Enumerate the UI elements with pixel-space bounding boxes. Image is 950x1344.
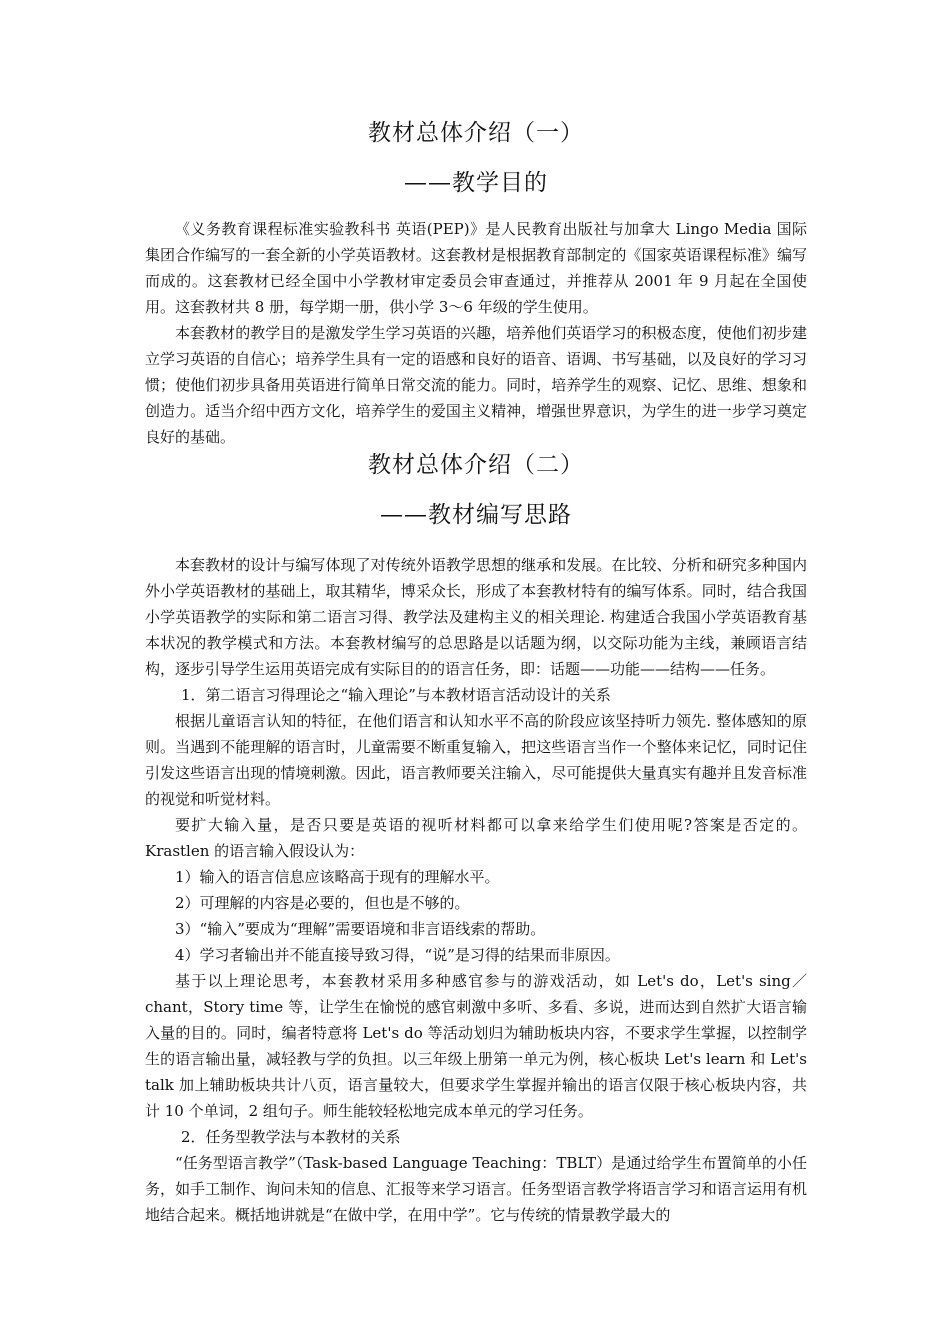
- section-2-paragraph-1: 根据儿童语言认知的特征，在他们语言和认知水平不高的阶段应该坚持听力领先. 整体感知的原则。当遇到不能理解的语言时，儿童需要不断重复输入，把这些语言当作一个整体来记忆，同时记住引发这些语言出现的情境刺激。因此，语言教师要关注输入，尽可能提供大量真实有趣并且发音标准的视觉和听觉材料。: [145, 712, 807, 808]
- section-2-intro: 本套教材的设计与编写体现了对传统外语教学思想的继承和发展。在比较、分析和研究多种国内外小学英语教材的基础上，取其精华，博采众长，形成了本套教材特有的编写体系。同时，结合我国小学英语教学的实际和第二语言习得、教学法及建构主义的相关理论. 构建适合我国小学英语教育基本状况的教学模式和方法。本套教材编写的总思路是以话题为纲，以交际功能为主线，兼顾语言结构，逐步引导学生运用英语完成有实际目的的语言任务，即：话题——功能——结构——任务。: [145, 556, 807, 678]
- section-1-subtitle: ——教学目的: [404, 170, 548, 196]
- section-1-title: 教材总体介绍（一）: [368, 120, 584, 146]
- section-2-title: 教材总体介绍（二）: [368, 452, 584, 478]
- section-2-heading-1: 1．第二语言习得理论之“输入理论”与本教材语言活动设计的关系: [181, 686, 611, 704]
- section-2-paragraph-2: 要扩大输入量，是否只要是英语的视听材料都可以拿来给学生们使用呢?答案是否定的。Krastlen 的语言输入假设认为：: [145, 816, 807, 860]
- section-2-paragraph-4: “任务型语言教学”（Task-based Language Teaching：TBLT）是通过给学生布置简单的小任务，如手工制作、询问未知的信息、汇报等来学习语言。任务型语言教学将语言学习和语言运用有机地结合起来。概括地讲就是“在做中学，在用中学”。它与传统的情景教学最大的: [145, 1154, 807, 1224]
- list-item: 3）“输入”要成为“理解”需要语境和非言语线索的帮助。: [175, 920, 546, 938]
- document-body: [145, 118, 807, 1228]
- section-1-paragraph-2: 本套教材的教学目的是激发学生学习英语的兴趣，培养他们英语学习的积极态度，使他们初步建立学习英语的自信心；培养学生具有一定的语感和良好的语音、语调、书写基础，以及良好的学习习惯；使他们初步具备用英语进行简单日常交流的能力。同时，培养学生的观察、记忆、思维、想象和创造力。适当介绍中西方文化，培养学生的爱国主义精神，增强世界意识，为学生的进一步学习奠定良好的基础。: [145, 324, 807, 446]
- section-2-heading-2: 2．任务型教学法与本教材的关系: [181, 1128, 401, 1146]
- section-1-paragraph-1: 《义务教育课程标准实验教科书 英语(PEP)》是人民教育出版社与加拿大 Lingo Media 国际集团合作编写的一套全新的小学英语教材。这套教材是根据教育部制定的《国家英语课程标准》编写而成的。这套教材已经全国中小学教材审定委员会审查通过，并推荐从 2001 年 9 月起在全国使用。这套教材共 8 册，每学期一册，供小学 3～6 年级的学生使用。: [145, 220, 807, 316]
- list-item: 1）输入的语言信息应该略高于现有的理解水平。: [175, 868, 500, 886]
- list-item: 2）可理解的内容是必要的，但也是不够的。: [175, 894, 470, 912]
- section-2-subtitle: ——教材编写思路: [380, 502, 572, 528]
- section-2-paragraph-3: 基于以上理论思考，本套教材采用多种感官参与的游戏活动，如 Let's do，Let's sing／chant，Story time 等，让学生在愉悦的感官刺激中多听、多看、多说，进而达到自然扩大语言输入量的目的。同时，编者特意将 Let's do 等活动划归为辅助板块内容，不要求学生掌握，以控制学生的语言输出量，减轻教与学的负担。以三年级上册第一单元为例，核心板块 Let's learn 和 Let's talk 加上辅助板块共计八页，语言量较大，但要求学生掌握并输出的语言仅限于核心板块内容，共计 10 个单词，2 组句子。师生能较轻松地完成本单元的学习任务。: [145, 972, 807, 1120]
- list-item: 4）学习者输出并不能直接导致习得，“说”是习得的结果而非原因。: [175, 946, 620, 964]
